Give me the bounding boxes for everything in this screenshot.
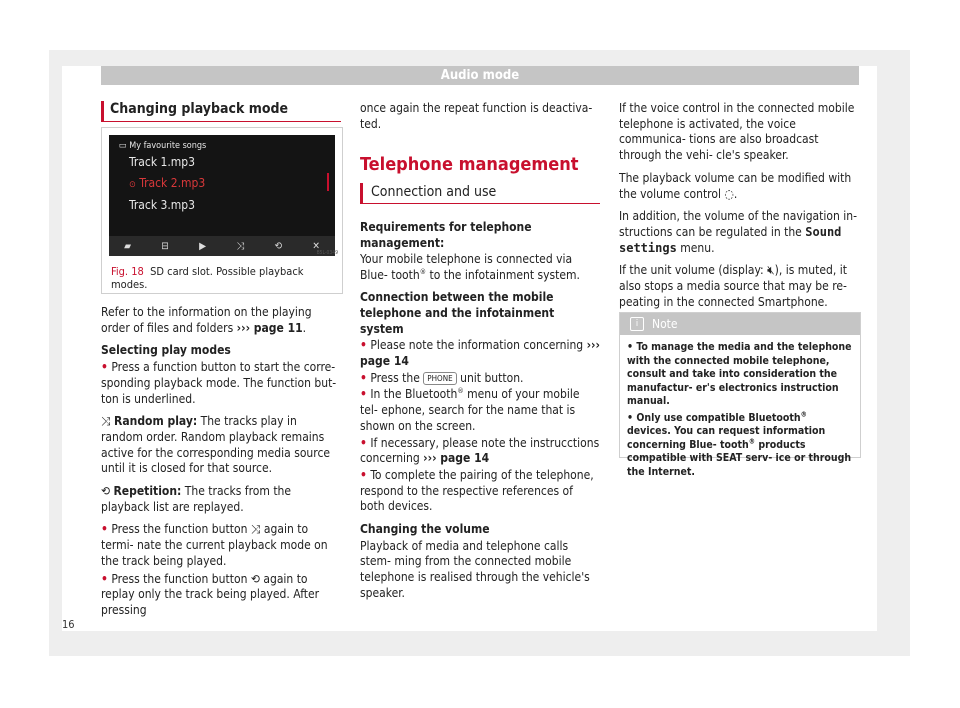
paragraph: In addition, the volume of the navigation in- structions can be regulated in the Sound settings menu. (619, 209, 858, 255)
right-column (619, 101, 859, 317)
shuffle-icon: ⤨ (101, 414, 111, 429)
paragraph: Refer to the information on the playing order of files and folders ››› page 11. (101, 305, 312, 335)
repeat-icon: ⟲ (250, 571, 260, 586)
paragraph: Playback of media and telephone calls stem- ming from the connected mobile telephone is realised through the vehicle's speaker. (360, 538, 590, 600)
paragraph: once again the repeat function is deactiva- ted. (360, 101, 593, 131)
muted-speaker-icon: 🔇︎ (767, 263, 775, 278)
bullet: • In the Bluetooth® menu of your mobile tel- ephone, search for the name that is shown on the screen. (360, 387, 580, 433)
play-icon: ▶ (199, 240, 207, 252)
phone-key: PHONE (423, 372, 456, 385)
page-reference: ››› page 14 (423, 451, 490, 466)
note-box (619, 312, 861, 478)
paragraph: If the voice control in the connected mobile telephone is activated, the voice communica- tions are also broadcast through the vehi- cle's speaker. (619, 101, 855, 163)
track-item: Track 3.mp3 (129, 198, 196, 212)
play-indicator-icon: ⊙ (129, 180, 136, 190)
track-item: Track 1.mp3 (129, 155, 196, 169)
infotainment-screen (109, 135, 335, 256)
repeat-icon: ⟲ (274, 240, 283, 252)
section-title: Changing playback mode (101, 101, 341, 122)
note-header: i Note (620, 313, 860, 335)
running-header: Audio mode (101, 66, 859, 85)
figure-caption: Fig. 18 SD card slot. Possible playback modes. (111, 265, 304, 291)
bullet: • Press the function button ⤨ again to termi- nate the current playback mode on the track being played. (101, 522, 328, 568)
screen-folder-title: ▭ My favourite songs (119, 141, 207, 151)
mode-repeat: ⟲ Repetition: The tracks from the playback list are replayed. (101, 484, 292, 514)
note-bullet: • Only use compatible Bluetooth® devices. You can request information concerning Blue- tooth® products compatible with SEAT serv- ice or through the Internet. (627, 410, 852, 478)
function-bar (109, 236, 335, 256)
subheading: Selecting play modes (101, 343, 231, 358)
paragraph: Requirements for telephone management: Your mobile telephone is connected via Blue- tooth® to the infotainment system. (360, 220, 580, 282)
info-icon: i (630, 317, 644, 331)
bullet: • Please note the information concerning ››› page 14 (360, 338, 600, 369)
shuffle-icon: ⤨ (236, 240, 245, 252)
bullet: • If necessary, please note the instrucctions concerning ››› page 14 (360, 435, 600, 466)
folder-icon: ⊟ (161, 240, 169, 252)
figure-code: B5L-0349 (316, 250, 338, 256)
subheading: Connection between the mobile telephone and the infotainment system (360, 290, 555, 336)
scroll-indicator (327, 173, 329, 191)
page-reference: ››› page 14 (360, 338, 600, 369)
shuffle-icon: ⤨ (250, 522, 261, 537)
repeat-icon: ⟲ (101, 484, 111, 499)
middle-column (360, 101, 600, 609)
bullet: • Press the function button ⟲ again to replay only the track being played. After pressing (101, 571, 320, 617)
bullet: • To complete the pairing of the telephone, respond to the respective references of both devices. (360, 467, 594, 514)
subheading: Changing the volume (360, 522, 490, 537)
note-body (620, 335, 860, 479)
chapter-title: Telephone management (360, 154, 579, 176)
volume-knob-icon: ◌ (724, 186, 734, 201)
left-column-text (101, 305, 341, 626)
mode-random: ⤨ Random play: The tracks play in random order. Random playback remains active for the corresponding media source until it is closed for that source. (101, 414, 331, 476)
eraser-icon: ▰ (124, 240, 132, 252)
section-subtitle: Connection and use (360, 183, 600, 204)
figure-18 (101, 127, 343, 294)
bullet: • Press a function button to start the corre- sponding playback mode. The function but- ton is underlined. (101, 360, 337, 406)
track-item-selected: ⊙ Track 2.mp3 (129, 176, 206, 190)
bullet: • Press the PHONE unit button. (360, 370, 524, 385)
page-number: 16 (62, 618, 75, 631)
paragraph: The playback volume can be modified with the volume control ◌. (619, 170, 852, 201)
note-bullet: • To manage the media and the telephone with the connected mobile telephone, consult and take into consideration the manufactur- er's electronics instruction manual. (627, 341, 852, 407)
paragraph: If the unit volume (display: 🔇︎), is muted, it also stops a media source that may be re- peating in the connected Smartphone. (619, 263, 847, 309)
page-reference: ››› page 11 (236, 320, 303, 335)
close-icon: ✕ (312, 240, 320, 252)
